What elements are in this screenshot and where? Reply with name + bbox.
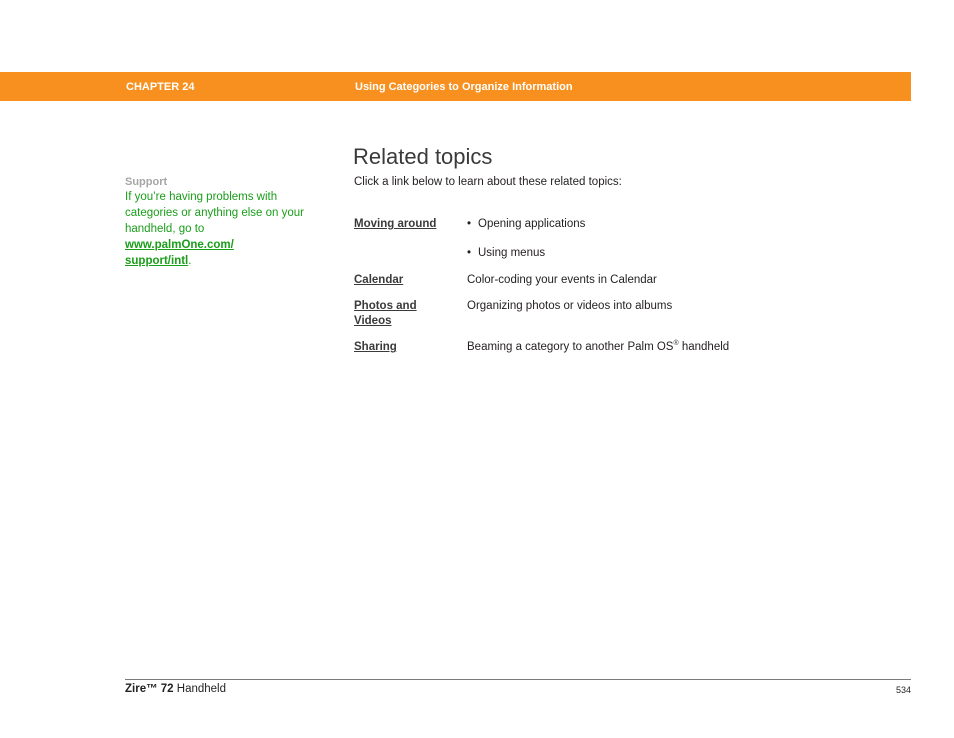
topic-description-sharing: [467, 340, 729, 355]
registered-mark: ®: [673, 340, 679, 347]
topic-link-line2: Videos: [354, 315, 392, 327]
topic-link-moving-around[interactable]: Moving around: [354, 218, 437, 230]
topic-description-photos-and-videos: Organizing photos or videos into albums: [467, 300, 673, 312]
footer-divider: [125, 679, 911, 680]
topic-item-using-menus: [467, 246, 545, 261]
support-link-line1: www.palmOne.com/: [125, 239, 234, 251]
topic-item-text: Opening applications: [478, 218, 586, 230]
footer-product-rest: Handheld: [173, 683, 227, 695]
bullet-icon: •: [467, 218, 472, 230]
intro-text: Click a link below to learn about these related topics:: [354, 176, 622, 188]
chapter-header-bar: [0, 72, 911, 101]
topic-link-photos-and-videos[interactable]: [354, 299, 417, 329]
sidebar-body-text: If you’re having problems with categories or anything else on your handheld, go to: [125, 191, 304, 235]
footer-product-bold: Zire™ 72: [125, 683, 174, 695]
support-sidebar: [125, 175, 305, 269]
topic-description-calendar: Color-coding your events in Calendar: [467, 274, 657, 286]
sidebar-trailing: .: [188, 255, 192, 267]
bullet-icon: •: [467, 247, 472, 259]
support-link[interactable]: [125, 239, 234, 267]
topic-item-text: Using menus: [478, 247, 546, 259]
sharing-desc-pre: Beaming a category to another Palm OS: [467, 341, 674, 353]
footer-product-name: [125, 683, 226, 695]
topic-link-calendar[interactable]: Calendar: [354, 274, 404, 286]
support-link-line2: support/intl: [125, 255, 189, 267]
topic-link-sharing[interactable]: Sharing: [354, 341, 397, 353]
sidebar-body: [125, 189, 305, 269]
topic-link-line1: Photos and: [354, 300, 417, 312]
topic-item-opening-applications: [467, 217, 585, 232]
chapter-label: CHAPTER 24: [126, 81, 195, 93]
sharing-desc-post: handheld: [678, 341, 730, 353]
chapter-title: Using Categories to Organize Information: [355, 81, 573, 93]
page-title: Related topics: [353, 144, 493, 169]
sidebar-heading: Support: [125, 176, 168, 188]
page-number: 534: [895, 685, 911, 695]
